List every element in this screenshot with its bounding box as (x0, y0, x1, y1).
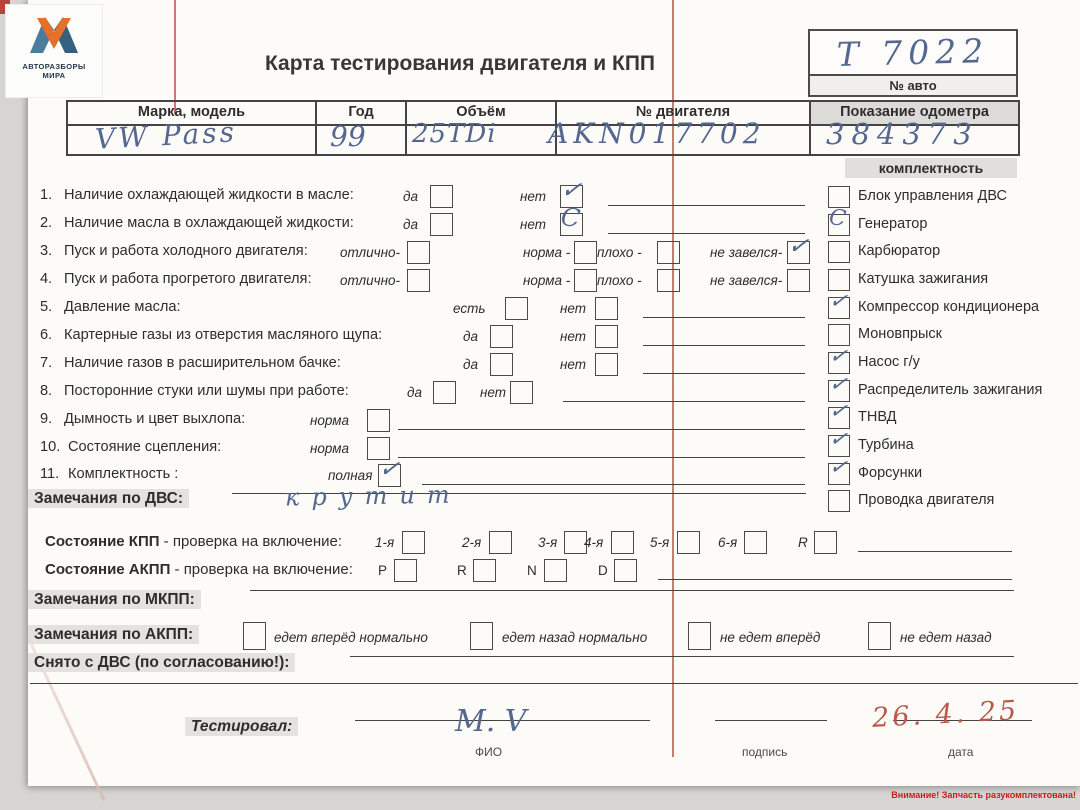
checkbox (574, 241, 597, 264)
checkbox (489, 531, 512, 554)
checkbox (677, 531, 700, 554)
value-volume: 25TDi (412, 119, 497, 149)
checkbox (490, 325, 513, 348)
equip-item-turbine: ✓ Турбина (820, 435, 1078, 459)
equip-item-carburetor: Карбюратор (820, 241, 1078, 265)
checkbox: ✓ (560, 185, 583, 208)
checkbox (814, 531, 837, 554)
car-number-box (808, 29, 1018, 97)
question-4: 4. Пуск и работа прогретого двигателя: отлично- норма - плохо - не завелся- (28, 269, 1032, 295)
dvs-remarks-handwritten: крутит (284, 480, 462, 512)
question-7: 7. Наличие газов в расширительном бачке: да нет (28, 353, 1032, 379)
question-8: 8. Посторонние стуки или шумы при работе: да нет (28, 381, 1032, 407)
checkbox: ✓ (828, 435, 850, 457)
kpp-check-row: Состояние КПП - проверка на включение: 1-я 2-я 3-я 4-я 5-я 6-я R (28, 531, 1032, 557)
akpp-remarks-row: Замечания по АКПП: едет вперёд нормально едет назад нормально не едет вперёд не едет назад (28, 622, 1032, 654)
question-11: 11. Комплектность : полная ✓ (28, 464, 1032, 490)
checkbox (744, 531, 767, 554)
checkbox (430, 185, 453, 208)
equip-item-power-steering-pump: ✓ Насос г/у (820, 352, 1078, 376)
checkbox (787, 269, 810, 292)
checkbox (470, 622, 493, 650)
value-odometer: 384373 (826, 117, 979, 151)
page-title: Карта тестирования двигателя и КПП (264, 52, 656, 75)
removed-dvs-label: Снято с ДВС (по согласованию!): (28, 654, 295, 672)
question-2: 2. Наличие масла в охлаждающей жидкости: да нет C (28, 213, 1032, 239)
company-logo (5, 4, 103, 98)
fio-caption: ФИО (475, 745, 503, 759)
checkbox (243, 622, 266, 650)
checkbox: ✓ (828, 297, 850, 319)
checkbox (473, 559, 496, 582)
equip-item-generator: C Генератор (820, 214, 1078, 238)
question-1: 1. Наличие охлаждающей жидкости в масле: да нет ✓ (28, 185, 1032, 211)
header-engine-no: № двигателя (635, 104, 731, 120)
date-caption: дата (948, 745, 974, 759)
question-9: 9. Дымность и цвет выхлопа: норма (28, 409, 1032, 435)
checkbox (595, 297, 618, 320)
checkbox (574, 269, 597, 292)
checkbox: ✓ (787, 241, 810, 264)
checkbox (828, 490, 850, 512)
checkbox (505, 297, 528, 320)
red-fold-line-left (174, 0, 176, 114)
logo-mark-icon (22, 13, 86, 57)
checkbox: ✓ (378, 464, 401, 487)
equip-item-ignition-coil: Катушка зажигания (820, 269, 1078, 293)
question-5: 5. Давление масла: есть нет (28, 297, 1032, 323)
checkbox: C (828, 214, 850, 236)
mkpp-remarks-label: Замечания по МКПП: (28, 591, 201, 609)
logo-line2: МИРА (42, 71, 66, 81)
checkbox (407, 241, 430, 264)
value-engine-no: AKN017702 (548, 117, 766, 150)
checkbox (544, 559, 567, 582)
checkbox (868, 622, 891, 650)
tested-by-label: Тестировал: (185, 718, 298, 736)
checkbox (433, 381, 456, 404)
checkbox: ✓ (828, 380, 850, 402)
tester-signature-handwritten: М. V (455, 704, 527, 739)
car-number-label: № авто (810, 74, 1016, 95)
dvs-remarks-label: Замечания по ДВС: (28, 490, 189, 508)
checkbox (657, 241, 680, 264)
checkbox (688, 622, 711, 650)
signature-caption: подпись (742, 745, 788, 759)
checkbox: ✓ (828, 407, 850, 429)
question-10: 10. Состояние сцепления: норма (28, 437, 1032, 463)
value-model: VW Pass (94, 115, 238, 156)
checkbox: ✓ (828, 352, 850, 374)
checkbox (595, 353, 618, 376)
header-volume: Объём (456, 104, 506, 120)
checkbox (614, 559, 637, 582)
checkbox (407, 269, 430, 292)
checkbox (657, 269, 680, 292)
checkbox (430, 213, 453, 236)
logo-text (6, 62, 102, 81)
checkbox: ✓ (828, 463, 850, 485)
checkbox (611, 531, 634, 554)
checkbox (394, 559, 417, 582)
date-handwritten: 26. 4. 25 (871, 695, 1020, 734)
equip-item-mono-injection: Моновпрыск (820, 324, 1078, 348)
checkbox (367, 437, 390, 460)
checkbox (367, 409, 390, 432)
checkbox (402, 531, 425, 554)
checkbox: C (560, 213, 583, 236)
logo-line1: АВТОРАЗБОРЫ (22, 62, 86, 71)
equip-item-injectors: ✓ Форсунки (820, 463, 1078, 487)
question-3: 3. Пуск и работа холодного двигателя: отлично- норма - плохо - не завелся- ✓ (28, 241, 1032, 267)
equip-item-injection-pump: ✓ ТНВД (820, 407, 1078, 431)
checkbox (595, 325, 618, 348)
value-year: 99 (330, 120, 366, 153)
header-model: Марка, модель (137, 104, 246, 120)
equip-item-distributor: ✓ Распределитель зажигания (820, 380, 1078, 404)
equip-item-engine-wiring: Проводка двигателя (820, 490, 1078, 514)
header-year: Год (348, 104, 374, 120)
equip-item-ecu: Блок управления ДВС (820, 186, 1078, 210)
checkbox (490, 353, 513, 376)
car-number-handwritten: Т 7022 (836, 31, 990, 74)
akpp-check-row: Состояние АКПП - проверка на включение: P R N D (28, 559, 1032, 585)
equip-item-ac-compressor: ✓ Компрессор кондиционера (820, 297, 1078, 321)
question-6: 6. Картерные газы из отверстия масляного щупа: да нет (28, 325, 1032, 351)
warning-text: Внимание! Запчасть разукомплектована! (891, 790, 1076, 800)
checkbox (510, 381, 533, 404)
equipment-header: комплектность (845, 158, 1017, 178)
header-odometer: Показание одометра (811, 102, 1018, 124)
